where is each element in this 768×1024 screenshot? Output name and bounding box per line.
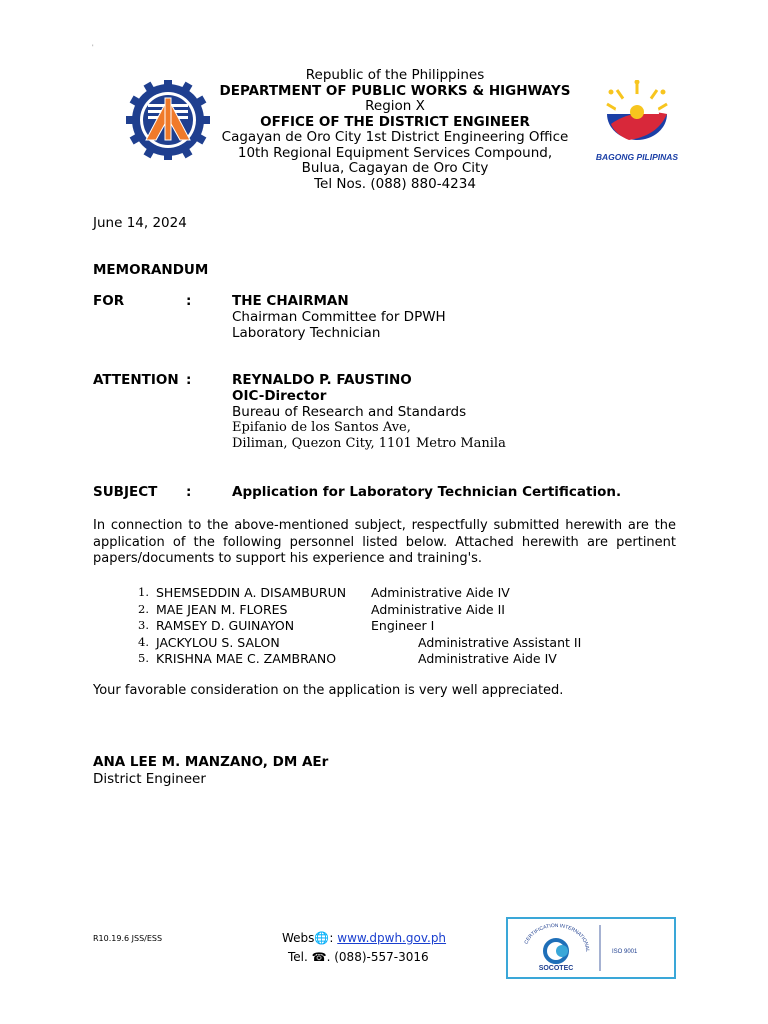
attention-bureau: Bureau of Research and Standards <box>232 404 467 420</box>
personnel-position: Administrative Assistant II <box>418 634 582 650</box>
personnel-name: KRISHNA MAE C. ZAMBRANO <box>156 651 337 666</box>
list-number: 1. <box>138 585 149 599</box>
for-line-2: Chairman Committee for DPWH <box>232 309 446 325</box>
attention-address-2: Diliman, Quezon City, 1101 Metro Manila <box>232 436 506 451</box>
attention-colon: : <box>186 372 192 388</box>
bagong-pilipinas-logo <box>588 80 686 166</box>
for-block <box>232 293 446 341</box>
personnel-position: Administrative Aide IV <box>418 651 557 666</box>
closing-sentence: Your favorable consideration on the application is very well appreciated. <box>93 683 564 698</box>
letterhead <box>195 68 595 192</box>
address-line-2: Bulua, Cagayan de Oro City <box>301 160 489 176</box>
phone-icon: ☎ <box>311 950 327 964</box>
cert-iso: ISO 9001 <box>612 949 638 955</box>
socotec-logo <box>508 919 674 977</box>
for-line-3: Laboratory Technician <box>232 325 381 341</box>
for-colon: : <box>186 293 192 309</box>
body-paragraph: In connection to the above-mentioned subject, respectfully submitted herewith are the application of the following personnel listed below. Attached herewith are pertinent papers/documents to support his experience and training's. <box>93 518 676 566</box>
personnel-name: RAMSEY D. GUINAYON <box>156 618 295 633</box>
telephone-line <box>288 950 429 964</box>
tel-label: Tel. <box>288 950 308 964</box>
website-link[interactable]: www.dpwh.gov.ph <box>337 931 447 945</box>
signer-title: District Engineer <box>93 771 206 787</box>
tel-number: . (088)-557-3016 <box>326 950 429 964</box>
subject-text: Application for Laboratory Technician Certification. <box>232 484 622 500</box>
for-name: THE CHAIRMAN <box>232 293 349 309</box>
reference-code: R10.19.6 JSS/ESS <box>93 934 163 943</box>
page-mark: ' <box>92 44 94 51</box>
office-line: OFFICE OF THE DISTRICT ENGINEER <box>260 113 530 130</box>
website-colon: : <box>329 931 334 945</box>
personnel-position: Administrative Aide IV <box>371 585 510 600</box>
memorandum-label: MEMORANDUM <box>93 262 209 278</box>
signer-name: ANA LEE M. MANZANO, DM AEr <box>93 754 329 770</box>
department-line: DEPARTMENT OF PUBLIC WORKS & HIGHWAYS <box>219 82 571 99</box>
district-office-line: Cagayan de Oro City 1st District Engineering Office <box>221 129 569 145</box>
personnel-position: Administrative Aide II <box>371 601 505 617</box>
website-line <box>282 931 446 945</box>
memo-date: June 14, 2024 <box>93 215 187 231</box>
personnel-name: JACKYLOU S. SALON <box>156 634 280 650</box>
attention-address-1: Epifanio de los Santos Ave, <box>232 420 411 435</box>
republic-line: Republic of the Philippines <box>305 67 485 83</box>
personnel-name: MAE JEAN M. FLORES <box>156 601 288 617</box>
subject-colon: : <box>186 484 192 500</box>
attention-title: OIC-Director <box>232 388 327 404</box>
website-label: Webs <box>282 931 315 945</box>
subject-label: SUBJECT <box>93 484 158 500</box>
tel-line: Tel Nos. (088) 880-4234 <box>314 175 476 192</box>
iso-certification-badge <box>506 917 676 979</box>
list-number: 2. <box>138 601 149 616</box>
personnel-name: SHEMSEDDIN A. DISAMBURUN <box>156 585 347 600</box>
cert-top-text: CERTIFICATION INTERNATIONAL <box>523 922 591 953</box>
attention-block <box>232 372 506 452</box>
list-number: 3. <box>138 618 149 632</box>
for-label: FOR <box>93 293 125 309</box>
attention-name: REYNALDO P. FAUSTINO <box>232 372 412 388</box>
cert-brand: SOCOTEC <box>538 965 574 972</box>
region-line: Region X <box>365 98 425 114</box>
address-line-1: 10th Regional Equipment Services Compound, <box>237 144 553 161</box>
personnel-position: Engineer I <box>371 618 435 633</box>
list-number: 5. <box>138 651 149 665</box>
globe-icon: 🌐 <box>314 931 330 945</box>
bagong-pilipinas-text: BAGONG PILIPINAS <box>595 152 679 162</box>
attention-label: ATTENTION <box>93 372 179 388</box>
list-number: 4. <box>138 634 149 649</box>
